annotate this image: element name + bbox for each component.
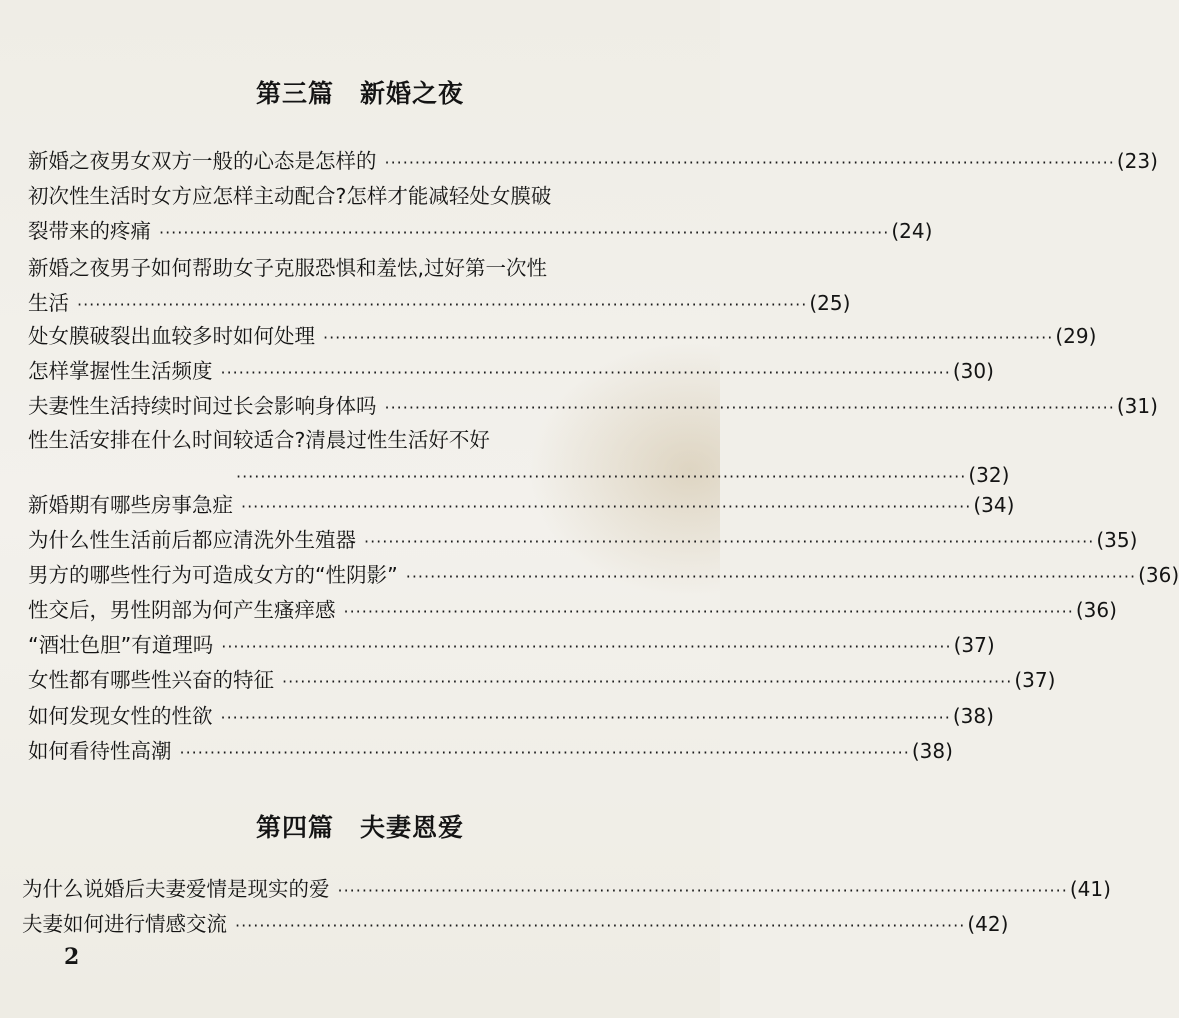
entry-page: (25) <box>809 291 851 315</box>
entry-page: (35) <box>1096 528 1138 552</box>
toc-entry <box>28 702 994 732</box>
entry-page: (30) <box>952 359 994 383</box>
toc-entry <box>28 737 953 767</box>
toc-entry <box>28 357 994 387</box>
dot-leader: ························································································································ <box>179 743 910 762</box>
entry-page: (23) <box>1116 149 1158 173</box>
section-title-3: 第三篇 新婚之夜 <box>255 79 464 108</box>
entry-title: 新婚之夜男女双方一般的心态是怎样的 <box>28 149 377 173</box>
entry-title: 怎样掌握性生活频度 <box>28 359 213 383</box>
toc-entry <box>28 631 995 661</box>
toc-entry <box>22 875 1111 905</box>
entry-title: 新婚之夜男子如何帮助女子克服恐惧和羞怯,过好第一次性 <box>28 256 548 280</box>
dot-leader: ························································································································ <box>323 328 1054 347</box>
entry-page: (29) <box>1055 324 1097 348</box>
dot-leader: ························································································································ <box>236 467 967 486</box>
toc-entry <box>28 561 1179 591</box>
entry-title: 新婚期有哪些房事急症 <box>28 493 233 517</box>
dot-leader: ························································································································ <box>159 223 890 242</box>
entry-title: 性交后，男性阴部为何产生瘙痒感 <box>28 598 336 622</box>
toc-entry <box>28 666 1056 696</box>
entry-title: 男方的哪些性行为可造成女方的“性阴影” <box>28 563 398 587</box>
entry-title: 夫妻如何进行情感交流 <box>22 912 227 936</box>
entry-title: 为什么性生活前后都应清洗外生殖器 <box>28 528 356 552</box>
entry-page: (42) <box>967 912 1009 936</box>
entry-title: 处女膜破裂出血较多时如何处理 <box>28 324 315 348</box>
dot-leader: ························································································································ <box>77 295 808 314</box>
entry-page: (32) <box>968 463 1010 487</box>
dot-leader: ························································································································ <box>282 672 1013 691</box>
entry-title-cont: 裂带来的疼痛 <box>28 219 151 243</box>
entry-title: “酒壮色胆”有道理吗 <box>28 633 214 657</box>
toc-entry <box>28 596 1117 626</box>
dot-leader: ························································································································ <box>235 916 966 935</box>
entry-page: (36) <box>1138 563 1179 587</box>
dot-leader: ························································································································ <box>337 881 1068 900</box>
dot-leader: ························································································································ <box>343 602 1074 621</box>
toc-entry <box>28 147 1158 177</box>
entry-page: (36) <box>1075 598 1117 622</box>
toc-entry <box>22 910 1009 940</box>
dot-leader: ························································································································ <box>221 637 952 656</box>
dot-leader: ························································································································ <box>384 398 1115 417</box>
entry-title: 女性都有哪些性兴奋的特征 <box>28 668 274 692</box>
toc-entry <box>28 182 933 247</box>
entry-page: (38) <box>952 704 994 728</box>
entry-page: (34) <box>973 493 1015 517</box>
dot-leader: ························································································································ <box>220 708 951 727</box>
entry-page: (37) <box>953 633 995 657</box>
entry-page: (24) <box>891 219 933 243</box>
dot-leader: ························································································································ <box>364 532 1095 551</box>
entry-page: (31) <box>1116 394 1158 418</box>
dot-leader: ························································································································ <box>220 363 951 382</box>
entry-title: 为什么说婚后夫妻爱情是现实的爱 <box>22 877 330 901</box>
toc-entry <box>28 392 1158 422</box>
section-title-4: 第四篇 夫妻恩爱 <box>255 813 464 842</box>
toc-entry <box>28 254 851 319</box>
toc-entry <box>28 526 1138 556</box>
toc-entry <box>28 322 1097 352</box>
toc-entry <box>28 426 1010 491</box>
dot-leader: ························································································································ <box>405 567 1137 586</box>
entry-title: 如何看待性高潮 <box>28 739 172 763</box>
toc-entry <box>28 491 1015 521</box>
entry-page: (41) <box>1069 877 1111 901</box>
entry-title: 性生活安排在什么时间较适合?清晨过性生活好不好 <box>28 428 490 452</box>
entry-title-cont: 生活 <box>28 291 69 315</box>
entry-page: (37) <box>1014 668 1056 692</box>
entry-title: 夫妻性生活持续时间过长会影响身体吗 <box>28 394 377 418</box>
dot-leader: ························································································································ <box>241 497 972 516</box>
entry-title: 如何发现女性的性欲 <box>28 704 213 728</box>
entry-page: (38) <box>911 739 953 763</box>
page-number: 2 <box>64 944 80 970</box>
entry-title: 初次性生活时女方应怎样主动配合?怎样才能减轻处女膜破 <box>28 184 552 208</box>
dot-leader: ························································································································ <box>384 153 1115 172</box>
